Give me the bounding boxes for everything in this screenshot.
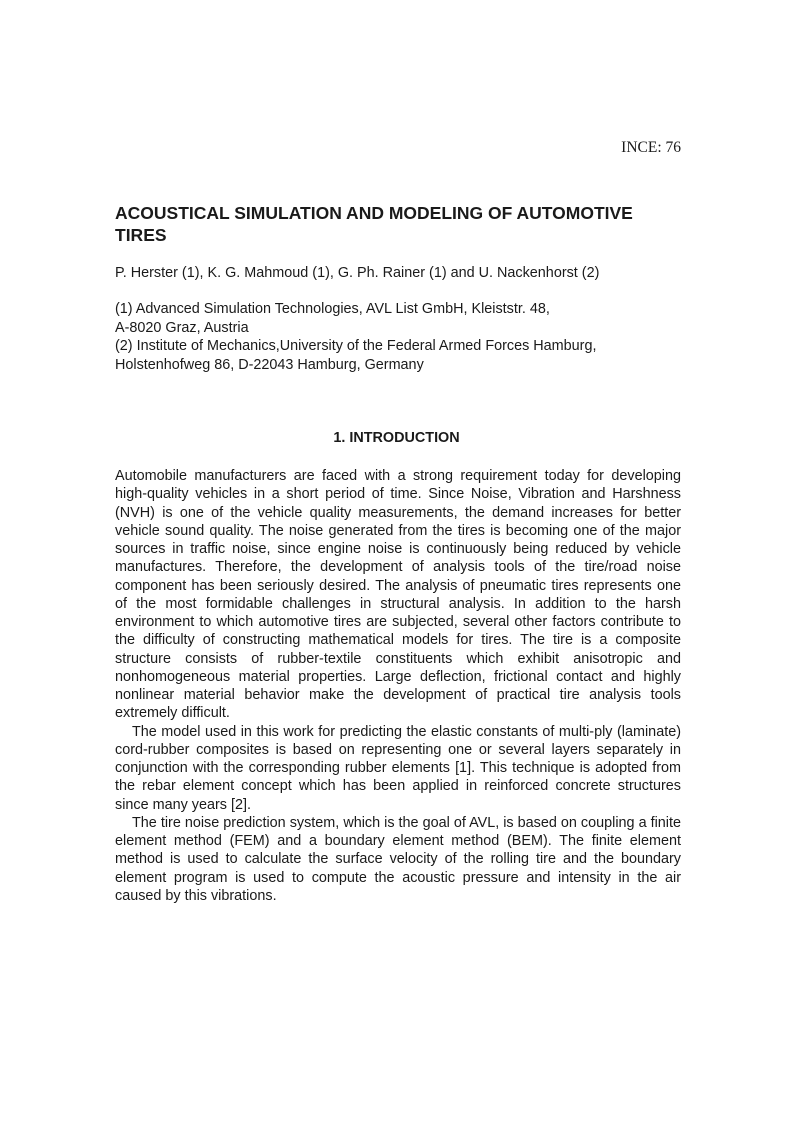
affiliation-line: (1) Advanced Simulation Technologies, AVL List GmbH, Kleiststr. 48,	[115, 301, 550, 317]
affiliations	[115, 300, 685, 374]
conference-id: INCE: 76	[621, 139, 681, 156]
affiliation-line: (2) Institute of Mechanics,University of the Federal Armed Forces Hamburg,	[115, 338, 597, 355]
section-heading-introduction: 1. INTRODUCTION	[333, 430, 460, 446]
affiliation-line: A-8020 Graz, Austria	[115, 319, 249, 336]
body-paragraph: The model used in this work for predicting the elastic constants of multi-ply (laminate) cord-rubber composites is based on representing one or several layers separately in conjunction with the corresponding rubber elements [1]. This technique is adopted from the rebar element concept which has been applied in reinforced concrete structures since many years [2].	[115, 723, 681, 813]
introduction-body	[115, 467, 681, 905]
author-list: P. Herster (1), K. G. Mahmoud (1), G. Ph. Rainer (1) and U. Nackenhorst (2)	[115, 265, 600, 281]
affiliation-line: Holstenhofweg 86, D-22043 Hamburg, Germany	[115, 356, 424, 373]
body-paragraph: Automobile manufacturers are faced with a strong requirement today for developing high-quality vehicles in a short period of time. Since Noise, Vibration and Harshness (NVH) is one of the vehicle quality measurements, the demand increases for better vehicle sound quality. The noise generated from the tires is becoming one of the major sources in traffic noise, since engine noise is continuously being reduced by vehicle manufactures. Therefore, the development of analysis tools of the tire/road noise component has been seriously desired. The analysis of pneumatic tires represents one of the most formidable challenges in structural analysis. In addition to the harsh environment to which automotive tires are subjected, several other factors contribute to the difficulty of constructing mathematical models for tires. The tire is a composite structure consists of rubber-textile constituents which exhibit anisotropic and nonhomogeneous material properties. Large deflection, frictional contact and highly nonlinear material behavior make the development of practical tire analysis tools extremely difficult.	[115, 468, 681, 722]
body-paragraph: The tire noise prediction system, which is the goal of AVL, is based on coupling a finite element method (FEM) and a boundary element method (BEM). The finite element method is used to calculate the surface velocity of the rolling tire and the boundary element program is used to compute the acoustic pressure and intensity in the air caused by this vibrations.	[115, 814, 681, 904]
paper-title: ACOUSTICAL SIMULATION AND MODELING OF AUTOMOTIVE TIRES	[115, 203, 633, 245]
